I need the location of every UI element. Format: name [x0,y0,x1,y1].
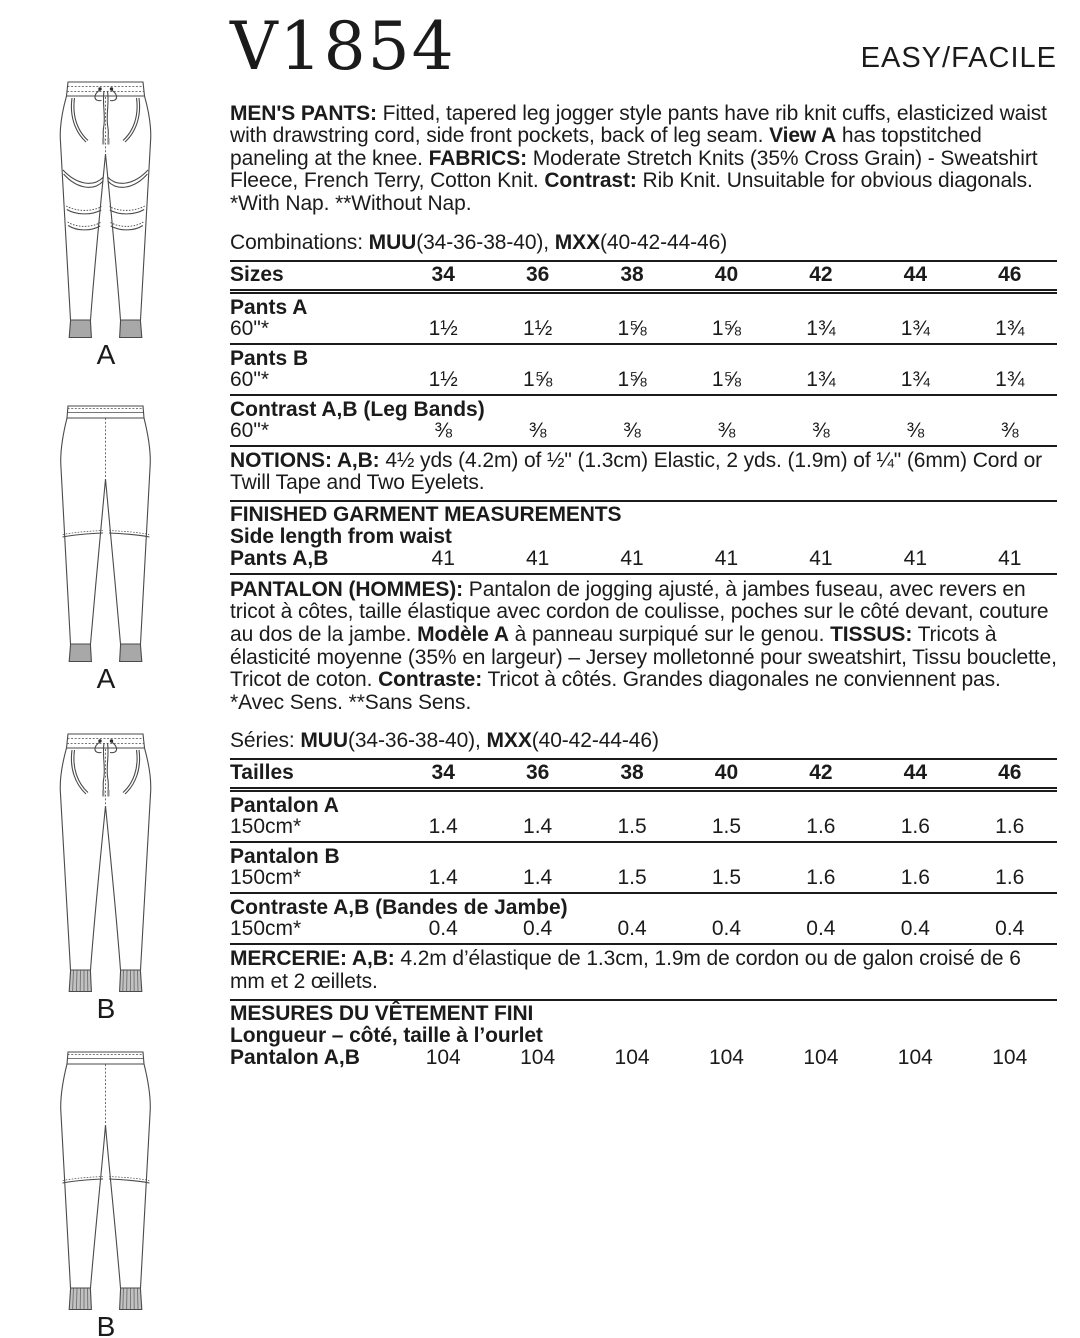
text-segment: NOTIONS: A,B: [230,448,386,472]
text-segment: TISSUS: [830,623,913,647]
fabric-width: 150cm* [230,917,302,941]
figure-label: B [96,1311,116,1338]
size-value: 38 [585,261,679,292]
yardage-value: 1.6 [900,815,930,839]
content-column [230,8,1057,1072]
text-segment: Tricot à côtés. Grandes diagonales ne conviennent pas. *Avec Sens. **Sans Sens. [230,668,1001,714]
text-segment: View A [769,124,837,148]
yardage-value: 1¾ [900,316,930,340]
yardage-value: 1¾ [806,316,836,340]
size-header-label: Sizes [230,261,396,292]
text-segment: à panneau surpiqué sur le genou. [508,623,831,647]
text-segment: 4½ yds (4.2m) of ½" (1.3cm) Elastic, 2 yds. (1.9m) of ¼" (6mm) Cord or Twill Tape and Two Eyelets. [230,448,1043,495]
pattern-number: V1854 [230,8,456,85]
fabric-row-label: Contrast A,B (Leg Bands) [230,397,485,421]
finished-row-label: Pantalon A,B [230,1045,360,1069]
finished-table-fr [230,1047,1057,1072]
fabric-row-values [230,918,1057,944]
text-segment: Séries: [230,729,301,753]
measurement-value: 41 [620,546,644,570]
yardage-value: 1.6 [806,866,836,890]
yardage-value: 1½ [523,316,553,340]
pants-a-front-figure [56,80,156,370]
yardage-value: 1⅝ [711,367,742,391]
yardage-value: 0.4 [523,917,553,941]
measurement-value: 104 [614,1045,650,1069]
yardage-value: 1¾ [806,367,836,391]
yardage-value: 0.4 [711,917,742,941]
size-value: 46 [963,261,1057,292]
yardage-value: ⅜ [434,418,452,442]
fabric-row-values [230,816,1057,842]
yardage-value: ⅜ [906,418,925,442]
measurement-value: 104 [708,1045,744,1069]
pants-b-front-figure [56,732,156,1024]
text-segment: 4.2m d’élastique de 1.3cm, 1.9m de cordon ou de galon croisé de 6 mm et 2 œillets. [230,947,1021,993]
fabric-width: 60"* [230,418,269,442]
size-header-label: Tailles [230,759,396,790]
pants-b-front-illustration [58,732,154,993]
figure-label: A [96,663,116,694]
size-header-row [230,261,1057,292]
fabric-row-values [230,867,1057,893]
finished-subtitle-en: Side length from waist [230,524,452,548]
pants-b-back-figure [56,1050,156,1338]
text-segment: Pantalon de jogging ajusté, à jambes fuseau, avec revers en tricot à côtes, taille élastique avec cordon de coulisse, poches sur le côté devant, couture au dos de la jambe. [230,577,1049,647]
yardage-value: 1.4 [523,815,553,839]
title-row [230,8,1057,85]
measurement-value: 41 [998,546,1022,570]
size-value: 44 [868,261,962,292]
fabric-row-label: Pants B [230,346,309,370]
finished-table-en [230,548,1057,575]
mercerie-fr [230,945,1057,1000]
yardage-value: 1.4 [428,866,458,890]
fabric-row-values [230,420,1057,446]
text-segment: FABRICS: [428,146,527,170]
size-value: 38 [585,759,679,790]
fabric-row-values [230,369,1057,395]
yardage-value: ⅜ [812,418,830,442]
text-segment: MEN'S PANTS: [230,101,383,125]
yardage-table-fr [230,758,1057,945]
finished-row-en [230,548,1057,574]
yardage-value: 0.4 [428,917,458,941]
yardage-value: 1¾ [995,367,1025,391]
text-segment: MERCERIE: A,B: [230,947,401,971]
size-value: 42 [774,759,868,790]
measurement-value: 41 [809,546,833,570]
yardage-value: 1.5 [617,866,647,890]
text-segment: Combinations: [230,230,369,254]
size-value: 46 [963,759,1057,790]
finished-measurements-fr [230,1001,1057,1072]
size-value: 42 [774,261,868,292]
size-value: 34 [396,261,490,292]
finished-row-fr [230,1047,1057,1072]
text-segment: Moderate Stretch Knits (35% Cross Grain) - Sweatshirt Fleece, French Terry, Cotton Knit. [230,146,1038,193]
yardage-value: 1.5 [711,815,742,839]
pants-b-back-illustration [58,1050,154,1311]
yardage-value: ⅜ [717,418,736,442]
description-fr [230,579,1057,715]
finished-measurements-en [230,502,1057,575]
yardage-value: 1⅝ [617,367,647,391]
fabric-row-label: Pants A [230,295,308,319]
yardage-value: 1⅝ [617,316,647,340]
measurement-value: 41 [431,546,455,570]
yardage-table-en [230,260,1057,447]
yardage-value: 0.4 [617,917,647,941]
fabric-row-values [230,318,1057,344]
yardage-value: 1.5 [711,866,742,890]
yardage-value: 1.6 [995,866,1025,890]
measurement-value: 104 [520,1045,556,1069]
pants-a-front-illustration [58,80,154,339]
text-segment: Tricots à élasticité moyenne (35% en largeur) – Jersey molletonné pour sweatshirt, Tissu bouclette, Tricot de coton. [230,623,1057,692]
pants-a-back-illustration [58,404,154,663]
finished-subtitle-fr: Longueur – côté, taille à l’ourlet [230,1023,543,1047]
yardage-value: 1.4 [428,815,458,839]
yardage-value: 1.5 [617,815,647,839]
text-segment: MXX [486,729,532,753]
fabric-row-label: Contraste A,B (Bandes de Jambe) [230,896,568,920]
fabric-row-label: Pantalon A [230,794,339,818]
yardage-value: ⅜ [1001,418,1019,442]
finished-row-label: Pants A,B [230,546,329,570]
fabric-width: 150cm* [230,866,302,890]
fabric-width: 60"* [230,316,269,340]
yardage-value: 1⅝ [711,316,742,340]
size-value: 44 [868,759,962,790]
text-segment: (34-36-38-40), [347,729,487,753]
finished-title-en: FINISHED GARMENT MEASUREMENTS [230,502,622,526]
text-segment: Fitted, tapered leg jogger style pants have rib knit cuffs, elasticized waist with drawstring cord, side front pockets, back of leg seam. [230,101,1047,148]
finished-title-fr: MESURES DU VÊTEMENT FINI [230,1001,534,1025]
combinations-line-en [230,231,1057,255]
measurement-value: 41 [714,546,739,570]
yardage-value: 0.4 [806,917,836,941]
yardage-value: 1½ [428,316,458,340]
description-en [230,103,1057,216]
yardage-value: ⅜ [528,418,547,442]
yardage-value: 1.4 [523,866,553,890]
measurement-value: 104 [992,1045,1028,1069]
text-segment: MUU [300,729,348,753]
size-value: 36 [490,759,584,790]
size-value: 34 [396,759,490,790]
text-segment: PANTALON (HOMMES): [230,577,469,601]
text-segment: MUU [368,230,417,254]
yardage-value: 1¾ [900,367,930,391]
fabric-width: 150cm* [230,815,302,839]
yardage-value: 1½ [428,367,458,391]
yardage-value: 0.4 [900,917,930,941]
measurement-value: 104 [803,1045,839,1069]
figure-label: B [96,993,116,1024]
size-value: 36 [490,261,584,292]
yardage-value: 0.4 [995,917,1025,941]
text-segment: Contrast: [544,169,637,193]
text-segment: has topstitched paneling at the knee. [230,124,982,170]
size-header-row [230,759,1057,790]
measurement-value: 41 [903,546,927,570]
yardage-value: 1.6 [995,815,1025,839]
measurement-value: 104 [425,1045,461,1069]
figure-label: A [96,339,116,370]
text-segment: Contraste: [378,668,483,692]
yardage-value: 1.6 [900,866,930,890]
measurement-value: 41 [525,546,550,570]
text-segment: MXX [554,230,600,254]
yardage-value: 1¾ [995,316,1025,340]
yardage-value: 1.6 [806,815,836,839]
fabric-width: 60"* [230,367,269,391]
text-segment: (40-42-44-46) [600,230,728,254]
measurement-value: 104 [897,1045,933,1069]
text-segment: Rib Knit. Unsuitable for obvious diagonals. *With Nap. **Without Nap. [230,169,1033,216]
difficulty-badge: EASY/FACILE [860,41,1057,74]
size-value: 40 [679,759,773,790]
pants-a-back-figure [56,404,156,694]
text-segment: (40-42-44-46) [531,729,659,753]
fabric-row-label: Pantalon B [230,845,340,869]
text-segment: Modèle A [417,623,509,647]
notions-en [230,447,1057,502]
series-line-fr [230,729,1057,753]
text-segment: (34-36-38-40), [416,230,555,254]
yardage-value: ⅜ [623,418,641,442]
size-value: 40 [679,261,773,292]
yardage-value: 1⅝ [523,367,553,391]
